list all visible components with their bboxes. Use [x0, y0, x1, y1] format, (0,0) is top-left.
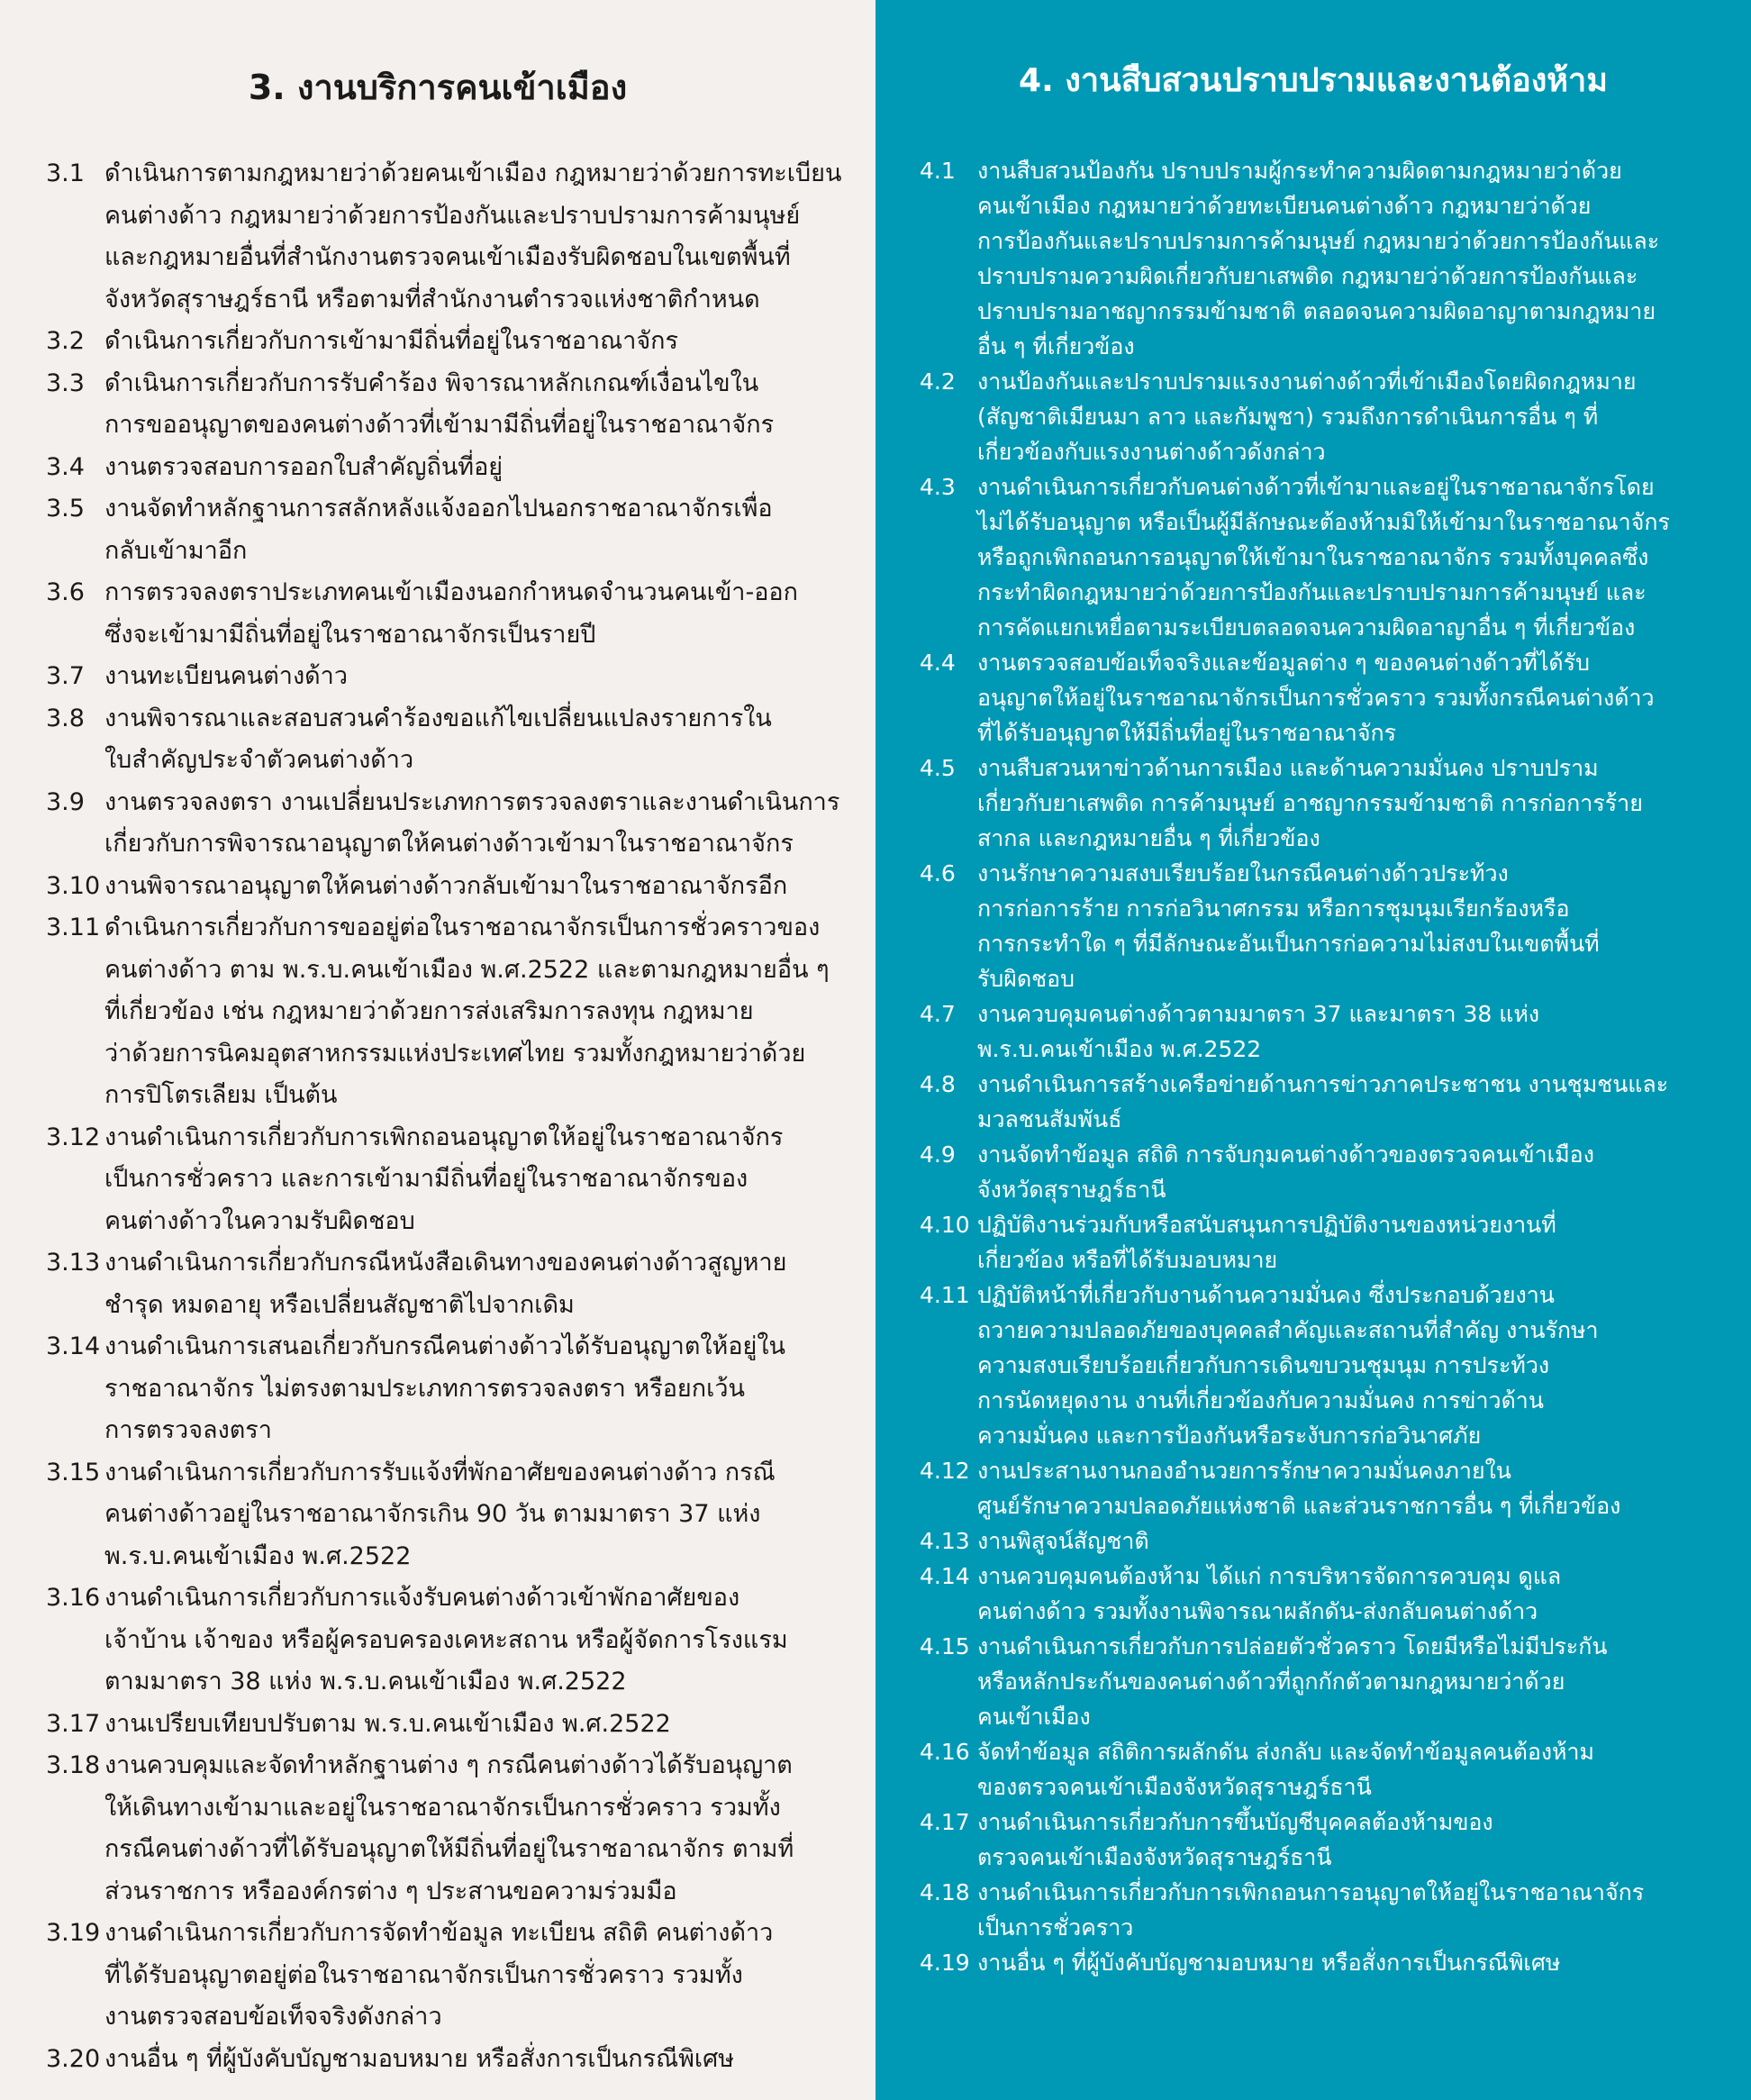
item-text-line: หรือถูกเพิกถอนการอนุญาตให้เข้ามาในราชอาณาจักร รวมทั้งบุคคลซึ่ง	[977, 544, 1649, 570]
item-text-line: งานประสานงานกองอำนวยการรักษาความมั่นคงภายใน	[977, 1458, 1511, 1484]
item-number: 3.2	[46, 327, 85, 355]
item-text-line: งานดำเนินการเกี่ยวกับการรับแจ้งที่พักอาศัยของคนต่างด้าว กรณี	[104, 1458, 776, 1486]
item-number: 4.16	[920, 1739, 970, 1765]
list-item	[920, 856, 1744, 996]
list-item	[920, 1277, 1744, 1453]
list-item	[920, 1559, 1744, 1629]
item-text-line: งานควบคุมคนต่างด้าวตามมาตรา 37 และมาตรา 38 แห่ง	[977, 1001, 1540, 1027]
item-number: 4.9	[920, 1141, 956, 1168]
item-text-line: งานจัดทำหลักฐานการสลักหลังแจ้งออกไปนอกราชอาณาจักรเพื่อ	[104, 495, 773, 523]
item-text-line: งานป้องกันและปราบปรามแรงงานต่างด้าวที่เข้าเมืองโดยผิดกฎหมาย	[977, 368, 1637, 395]
item-text-line: งานดำเนินการเกี่ยวกับการแจ้งรับคนต่างด้าวเข้าพักอาศัยของ	[104, 1584, 740, 1612]
list-item	[46, 1745, 866, 1913]
item-text-line: งานควบคุมและจัดทำหลักฐานต่าง ๆ กรณีคนต่างด้าวได้รับอนุญาต	[104, 1751, 793, 1779]
item-text-line: งานสืบสวนป้องกัน ปราบปรามผู้กระทำความผิดตามกฎหมายว่าด้วย	[977, 158, 1622, 184]
item-number: 3.18	[46, 1751, 101, 1779]
list-item	[46, 1452, 866, 1578]
item-text-line: งานทะเบียนคนต่างด้าว	[104, 662, 348, 690]
item-number: 3.10	[46, 871, 101, 900]
item-text-line: การขออนุญาตของคนต่างด้าวที่เข้ามามีถิ่นที่อยู่ในราชอาณาจักร	[104, 411, 775, 439]
item-number: 4.17	[920, 1809, 970, 1835]
item-text-line: งานควบคุมคนต้องห้าม ได้แก่ การบริหารจัดการควบคุม ดูแล	[977, 1563, 1562, 1589]
list-item	[46, 782, 866, 866]
item-text-line: ว่าด้วยการนิคมอุตสาหกรรมแห่งประเทศไทย รวมทั้งกฎหมายว่าด้วย	[104, 1039, 806, 1068]
list-item	[920, 645, 1744, 750]
item-number: 4.4	[920, 650, 956, 676]
list-item	[920, 1734, 1744, 1805]
list-item	[46, 2039, 866, 2081]
item-text-line: งานสืบสวนหาข่าวด้านการเมือง และด้านความมั่นคง ปราบปราม	[977, 755, 1599, 781]
item-text-line: งานจัดทำข้อมูล สถิติ การจับกุมคนต่างด้าวของตรวจคนเข้าเมือง	[977, 1141, 1594, 1168]
list-item	[46, 1117, 866, 1243]
item-text-line: งานอื่น ๆ ที่ผู้บังคับบัญชามอบหมาย หรือสั่งการเป็นกรณีพิเศษ	[977, 1950, 1561, 1976]
item-text-line: พ.ร.บ.คนเข้าเมือง พ.ศ.2522	[104, 1541, 412, 1570]
list-item	[920, 1207, 1744, 1277]
list-item	[46, 363, 866, 447]
item-text-line: งานดำเนินการสร้างเครือข่ายด้านการข่าวภาคประชาชน งานชุมชนและ	[977, 1071, 1669, 1097]
item-text-line: ถวายความปลอดภัยของบุคคลสำคัญและสถานที่สำคัญ งานรักษา	[977, 1317, 1599, 1343]
item-number: 3.17	[46, 1709, 101, 1738]
item-text-line: เจ้าบ้าน เจ้าของ หรือผู้ครอบครองเคหะสถาน หรือผู้จัดการโรงแรม	[104, 1625, 788, 1654]
item-text-line: ตามมาตรา 38 แห่ง พ.ร.บ.คนเข้าเมือง พ.ศ.2522	[104, 1668, 627, 1695]
item-text-line: งานอื่น ๆ ที่ผู้บังคับบัญชามอบหมาย หรือสั่งการเป็นกรณีพิเศษ	[104, 2044, 735, 2073]
item-text-line: กรณีคนต่างด้าวที่ได้รับอนุญาตให้มีถิ่นที่อยู่ในราชอาณาจักร ตามที่	[104, 1835, 794, 1863]
list-item	[920, 1805, 1744, 1875]
item-text-line: การกระทำใด ๆ ที่มีลักษณะอันเป็นการก่อความไม่สงบในเขตพื้นที่	[977, 931, 1600, 957]
item-text-line: งานตรวจสอบการออกใบสำคัญถิ่นที่อยู่	[104, 452, 504, 481]
item-text-line: เกี่ยวข้อง หรือที่ได้รับมอบหมาย	[977, 1247, 1278, 1273]
list-item	[46, 321, 866, 363]
item-text-line: ที่ได้รับอนุญาตให้มีถิ่นที่อยู่ในราชอาณาจักร	[977, 720, 1397, 746]
item-text-line: คนต่างด้าวอยู่ในราชอาณาจักรเกิน 90 วัน ตามมาตรา 37 แห่ง	[104, 1500, 761, 1528]
list-item	[46, 572, 866, 656]
item-text-line: ความสงบเรียบร้อยเกี่ยวกับการเดินขบวนชุมนุม การประท้วง	[977, 1352, 1550, 1378]
item-text-line: ให้เดินทางเข้ามาและอยู่ในราชอาณาจักรเป็นการชั่วคราว รวมทั้ง	[104, 1793, 781, 1822]
item-number: 3.20	[46, 2044, 101, 2073]
item-text-line: ปราบปรามความผิดเกี่ยวกับยาเสพติด กฎหมายว่าด้วยการป้องกันและ	[977, 263, 1638, 289]
item-text-line: งานดำเนินการเกี่ยวกับการเพิกถอนอนุญาตให้อยู่ในราชอาณาจักร	[104, 1123, 784, 1151]
item-number: 3.11	[46, 914, 101, 941]
item-number: 3.5	[46, 495, 85, 523]
item-number: 3.6	[46, 578, 85, 606]
item-number: 4.11	[920, 1282, 970, 1308]
item-text-line: ความมั่นคง และการป้องกันหรือระงับการก่อวินาศภัย	[977, 1423, 1482, 1449]
list-item	[920, 1453, 1744, 1523]
item-text-line: รับผิดชอบ	[977, 966, 1075, 992]
item-text-line: กลับเข้ามาอีก	[104, 536, 248, 565]
item-text-line: คนต่างด้าว รวมทั้งงานพิจารณาผลักดัน-ส่งกลับคนต่างด้าว	[977, 1598, 1538, 1624]
item-number: 4.19	[920, 1950, 970, 1976]
list-item	[46, 1913, 866, 2039]
item-text-line: จังหวัดสุราษฎร์ธานี หรือตามที่สำนักงานตำรวจแห่งชาติกำหนด	[104, 285, 760, 314]
item-text-line: ที่ได้รับอนุญาตอยู่ต่อในราชอาณาจักรเป็นการชั่วคราว รวมทั้ง	[104, 1960, 743, 1989]
duty-list	[920, 153, 1744, 1980]
item-text-line: งานพิจารณาและสอบสวนคำร้องขอแก้ไขเปลี่ยนแปลงรายการใน	[104, 704, 772, 732]
item-text-line: ศูนย์รักษาความปลอดภัยแห่งชาติ และส่วนราชการอื่น ๆ ที่เกี่ยวข้อง	[977, 1493, 1621, 1519]
item-text-line: งานดำเนินการเกี่ยวกับการปล่อยตัวชั่วคราว โดยมีหรือไม่มีประกัน	[977, 1633, 1608, 1659]
list-item	[920, 1137, 1744, 1207]
item-text-line: ชำรุด หมดอายุ หรือเปลี่ยนสัญชาติไปจากเดิม	[104, 1290, 575, 1319]
item-number: 4.15	[920, 1633, 970, 1659]
item-text-line: ไม่ได้รับอนุญาต หรือเป็นผู้มีลักษณะต้องห้ามมิให้เข้ามาในราชอาณาจักร	[977, 509, 1670, 535]
item-number: 4.14	[920, 1563, 970, 1589]
item-text-line: คนต่างด้าว ตาม พ.ร.บ.คนเข้าเมือง พ.ศ.2522 และตามกฎหมายอื่น ๆ	[104, 955, 830, 984]
list-item	[920, 1523, 1744, 1559]
item-number: 4.6	[920, 860, 956, 886]
section-title: 3. งานบริการคนเข้าเมือง	[248, 68, 628, 107]
item-text-line: คนเข้าเมือง กฎหมายว่าด้วยทะเบียนคนต่างด้าว กฎหมายว่าด้วย	[977, 193, 1592, 219]
list-item	[46, 1242, 866, 1326]
item-text-line: คนต่างด้าว กฎหมายว่าด้วยการป้องกันและปราบปรามการค้ามนุษย์	[104, 201, 801, 230]
item-text-line: งานตรวจสอบข้อเท็จจริงดังกล่าว	[104, 2003, 442, 2031]
item-text-line: การตรวจลงตราประเภทคนเข้าเมืองนอกกำหนดจำนวนคนเข้า-ออก	[104, 578, 798, 606]
section-title: 4. งานสืบสวนปราบปรามและงานต้องห้าม	[1019, 62, 1608, 99]
item-text-line: งานพิจารณาอนุญาตให้คนต่างด้าวกลับเข้ามาในราชอาณาจักรอีก	[104, 871, 788, 900]
item-text-line: จังหวัดสุราษฎร์ธานี	[977, 1177, 1166, 1203]
item-text-line: งานดำเนินการเกี่ยวกับคนต่างด้าวที่เข้ามาและอยู่ในราชอาณาจักรโดย	[977, 474, 1655, 500]
item-number: 4.18	[920, 1879, 970, 1905]
list-item	[920, 469, 1744, 645]
item-text-line: งานดำเนินการเกี่ยวกับกรณีหนังสือเดินทางของคนต่างด้าวสูญหาย	[104, 1249, 787, 1277]
item-number: 4.5	[920, 755, 956, 781]
list-item	[46, 488, 866, 572]
list-item	[920, 1945, 1744, 1980]
item-text-line: ที่เกี่ยวข้อง เช่น กฎหมายว่าด้วยการส่งเสริมการลงทุน กฎหมาย	[104, 997, 754, 1025]
list-item	[920, 1875, 1744, 1945]
item-text-line: สากล และกฎหมายอื่น ๆ ที่เกี่ยวข้อง	[977, 825, 1320, 851]
item-text-line: ดำเนินการตามกฎหมายว่าด้วยคนเข้าเมือง กฎหมายว่าด้วยการทะเบียน	[104, 159, 842, 187]
list-item	[46, 1326, 866, 1452]
item-number: 3.16	[46, 1584, 101, 1612]
item-text-line: ราชอาณาจักร ไม่ตรงตามประเภทการตรวจลงตรา หรือยกเว้น	[104, 1374, 745, 1403]
item-text-line: งานเปรียบเทียบปรับตาม พ.ร.บ.คนเข้าเมือง พ.ศ.2522	[104, 1709, 671, 1738]
item-number: 4.2	[920, 368, 956, 395]
item-number: 4.10	[920, 1212, 970, 1238]
list-item	[920, 364, 1744, 469]
item-number: 3.12	[46, 1123, 101, 1151]
item-number: 3.19	[46, 1919, 101, 1947]
item-number: 4.12	[920, 1458, 970, 1484]
item-text-line: ตรวจคนเข้าเมืองจังหวัดสุราษฎร์ธานี	[977, 1844, 1332, 1870]
item-text-line: เป็นการชั่วคราว และการเข้ามามีถิ่นที่อยู่ในราชอาณาจักรของ	[104, 1165, 748, 1193]
list-item	[920, 1629, 1744, 1734]
investigation-suppression-section	[876, 0, 1751, 2100]
list-item	[46, 698, 866, 782]
item-text-line: ปราบปรามอาชญากรรมข้ามชาติ ตลอดจนความผิดอาญาตามกฎหมาย	[977, 298, 1656, 324]
item-number: 3.8	[46, 704, 85, 732]
list-item	[46, 907, 866, 1117]
item-text-line: (สัญชาติเมียนมา ลาว และกัมพูชา) รวมถึงการดำเนินการอื่น ๆ ที่	[977, 404, 1599, 430]
list-item	[46, 656, 866, 698]
item-text-line: ซึ่งจะเข้ามามีถิ่นที่อยู่ในราชอาณาจักรเป็นรายปี	[104, 620, 596, 649]
list-item	[46, 866, 866, 908]
item-text-line: และกฎหมายอื่นที่สำนักงานตรวจคนเข้าเมืองรับผิดชอบในเขตพื้นที่	[104, 243, 791, 271]
list-item	[920, 996, 1744, 1067]
item-text-line: งานรักษาความสงบเรียบร้อยในกรณีคนต่างด้าวประท้วง	[977, 860, 1509, 886]
item-number: 3.14	[46, 1332, 101, 1360]
list-item	[46, 1577, 866, 1704]
item-text-line: งานดำเนินการเสนอเกี่ยวกับกรณีคนต่างด้าวได้รับอนุญาตให้อยู่ใน	[104, 1332, 786, 1360]
item-text-line: ดำเนินการเกี่ยวกับการเข้ามามีถิ่นที่อยู่ในราชอาณาจักร	[104, 327, 679, 355]
item-text-line: คนเข้าเมือง	[977, 1704, 1091, 1730]
item-text-line: การนัดหยุดงาน งานที่เกี่ยวข้องกับความมั่นคง การข่าวด้าน	[977, 1387, 1544, 1414]
item-number: 4.13	[920, 1528, 970, 1554]
item-text-line: เกี่ยวกับยาเสพติด การค้ามนุษย์ อาชญากรรมข้ามชาติ การก่อการร้าย	[977, 790, 1643, 816]
item-text-line: หรือหลักประกันของคนต่างด้าวที่ถูกกักตัวตามกฎหมายว่าด้วย	[977, 1668, 1565, 1695]
item-text-line: พ.ร.บ.คนเข้าเมือง พ.ศ.2522	[977, 1036, 1262, 1062]
item-number: 3.3	[46, 368, 85, 397]
item-text-line: ของตรวจคนเข้าเมืองจังหวัดสุราษฎร์ธานี	[977, 1774, 1372, 1800]
item-text-line: ส่วนราชการ หรือองค์กรต่าง ๆ ประสานขอความร่วมมือ	[104, 1877, 677, 1905]
item-text-line: อนุญาตให้อยู่ในราชอาณาจักรเป็นการชั่วคราว รวมทั้งกรณีคนต่างด้าว	[977, 685, 1655, 711]
list-item	[920, 1067, 1744, 1137]
item-text-line: งานดำเนินการเกี่ยวกับการขึ้นบัญชีบุคคลต้องห้ามของ	[977, 1809, 1493, 1835]
duty-list	[46, 153, 866, 2080]
item-text-line: การคัดแยกเหยื่อตามระเบียบตลอดจนความผิดอาญาอื่น ๆ ที่เกี่ยวข้อง	[977, 614, 1636, 641]
item-text-line: การตรวจลงตรา	[104, 1416, 272, 1444]
item-text-line: ปฏิบัติงานร่วมกับหรือสนับสนุนการปฏิบัติงานของหน่วยงานที่	[977, 1212, 1556, 1238]
item-text-line: งานตรวจสอบข้อเท็จจริงและข้อมูลต่าง ๆ ของคนต่างด้าวที่ได้รับ	[977, 650, 1590, 676]
item-text-line: การปิโตรเลียม เป็นต้น	[104, 1081, 338, 1109]
item-text-line: กระทำผิดกฎหมายว่าด้วยการป้องกันและปราบปรามการค้ามนุษย์ และ	[977, 579, 1647, 605]
list-item	[46, 153, 866, 321]
item-text-line: ดำเนินการเกี่ยวกับการรับคำร้อง พิจารณาหลักเกณฑ์เงื่อนไขใน	[104, 368, 759, 397]
item-number: 3.9	[46, 787, 85, 816]
item-number: 3.4	[46, 452, 85, 481]
item-text-line: การป้องกันและปราบปรามการค้ามนุษย์ กฎหมายว่าด้วยการป้องกันและ	[977, 228, 1660, 254]
item-text-line: การก่อการร้าย การก่อวินาศกรรม หรือการชุมนุมเรียกร้องหรือ	[977, 895, 1570, 922]
item-number: 4.3	[920, 474, 956, 500]
item-text-line: เกี่ยวกับการพิจารณาอนุญาตให้คนต่างด้าวเข้ามาในราชอาณาจักร	[104, 830, 794, 858]
item-number: 4.1	[920, 158, 956, 184]
item-number: 3.15	[46, 1458, 101, 1486]
item-text-line: เป็นการชั่วคราว	[977, 1914, 1134, 1941]
item-text-line: เกี่ยวข้องกับแรงงานต่างด้าวดังกล่าว	[977, 439, 1326, 465]
item-text-line: อื่น ๆ ที่เกี่ยวข้อง	[977, 333, 1135, 359]
item-text-line: งานดำเนินการเกี่ยวกับการจัดทำข้อมูล ทะเบียน สถิติ คนต่างด้าว	[104, 1919, 774, 1947]
item-text-line: งานตรวจลงตรา งานเปลี่ยนประเภทการตรวจลงตราและงานดำเนินการ	[104, 787, 840, 816]
list-item	[920, 750, 1744, 856]
item-number: 4.7	[920, 1001, 956, 1027]
item-text-line: มวลชนสัมพันธ์	[977, 1106, 1122, 1132]
item-text-line: งานพิสูจน์สัญชาติ	[977, 1528, 1149, 1554]
list-item	[46, 447, 866, 489]
item-text-line: ดำเนินการเกี่ยวกับการขออยู่ต่อในราชอาณาจักรเป็นการชั่วคราวของ	[104, 914, 821, 941]
item-text-line: จัดทำข้อมูล สถิติการผลักดัน ส่งกลับ และจัดทำข้อมูลคนต้องห้าม	[977, 1739, 1595, 1765]
item-number: 3.1	[46, 159, 85, 187]
item-text-line: งานดำเนินการเกี่ยวกับการเพิกถอนการอนุญาตให้อยู่ในราชอาณาจักร	[977, 1879, 1645, 1905]
item-number: 3.7	[46, 662, 85, 690]
item-number: 3.13	[46, 1249, 101, 1277]
item-text-line: คนต่างด้าวในความรับผิดชอบ	[104, 1206, 415, 1235]
list-item	[46, 1704, 866, 1746]
list-item	[920, 153, 1744, 364]
item-number: 4.8	[920, 1071, 956, 1097]
item-text-line: ปฏิบัติหน้าที่เกี่ยวกับงานด้านความมั่นคง ซึ่งประกอบด้วยงาน	[977, 1282, 1555, 1308]
item-text-line: ใบสำคัญประจำตัวคนต่างด้าว	[104, 746, 414, 774]
